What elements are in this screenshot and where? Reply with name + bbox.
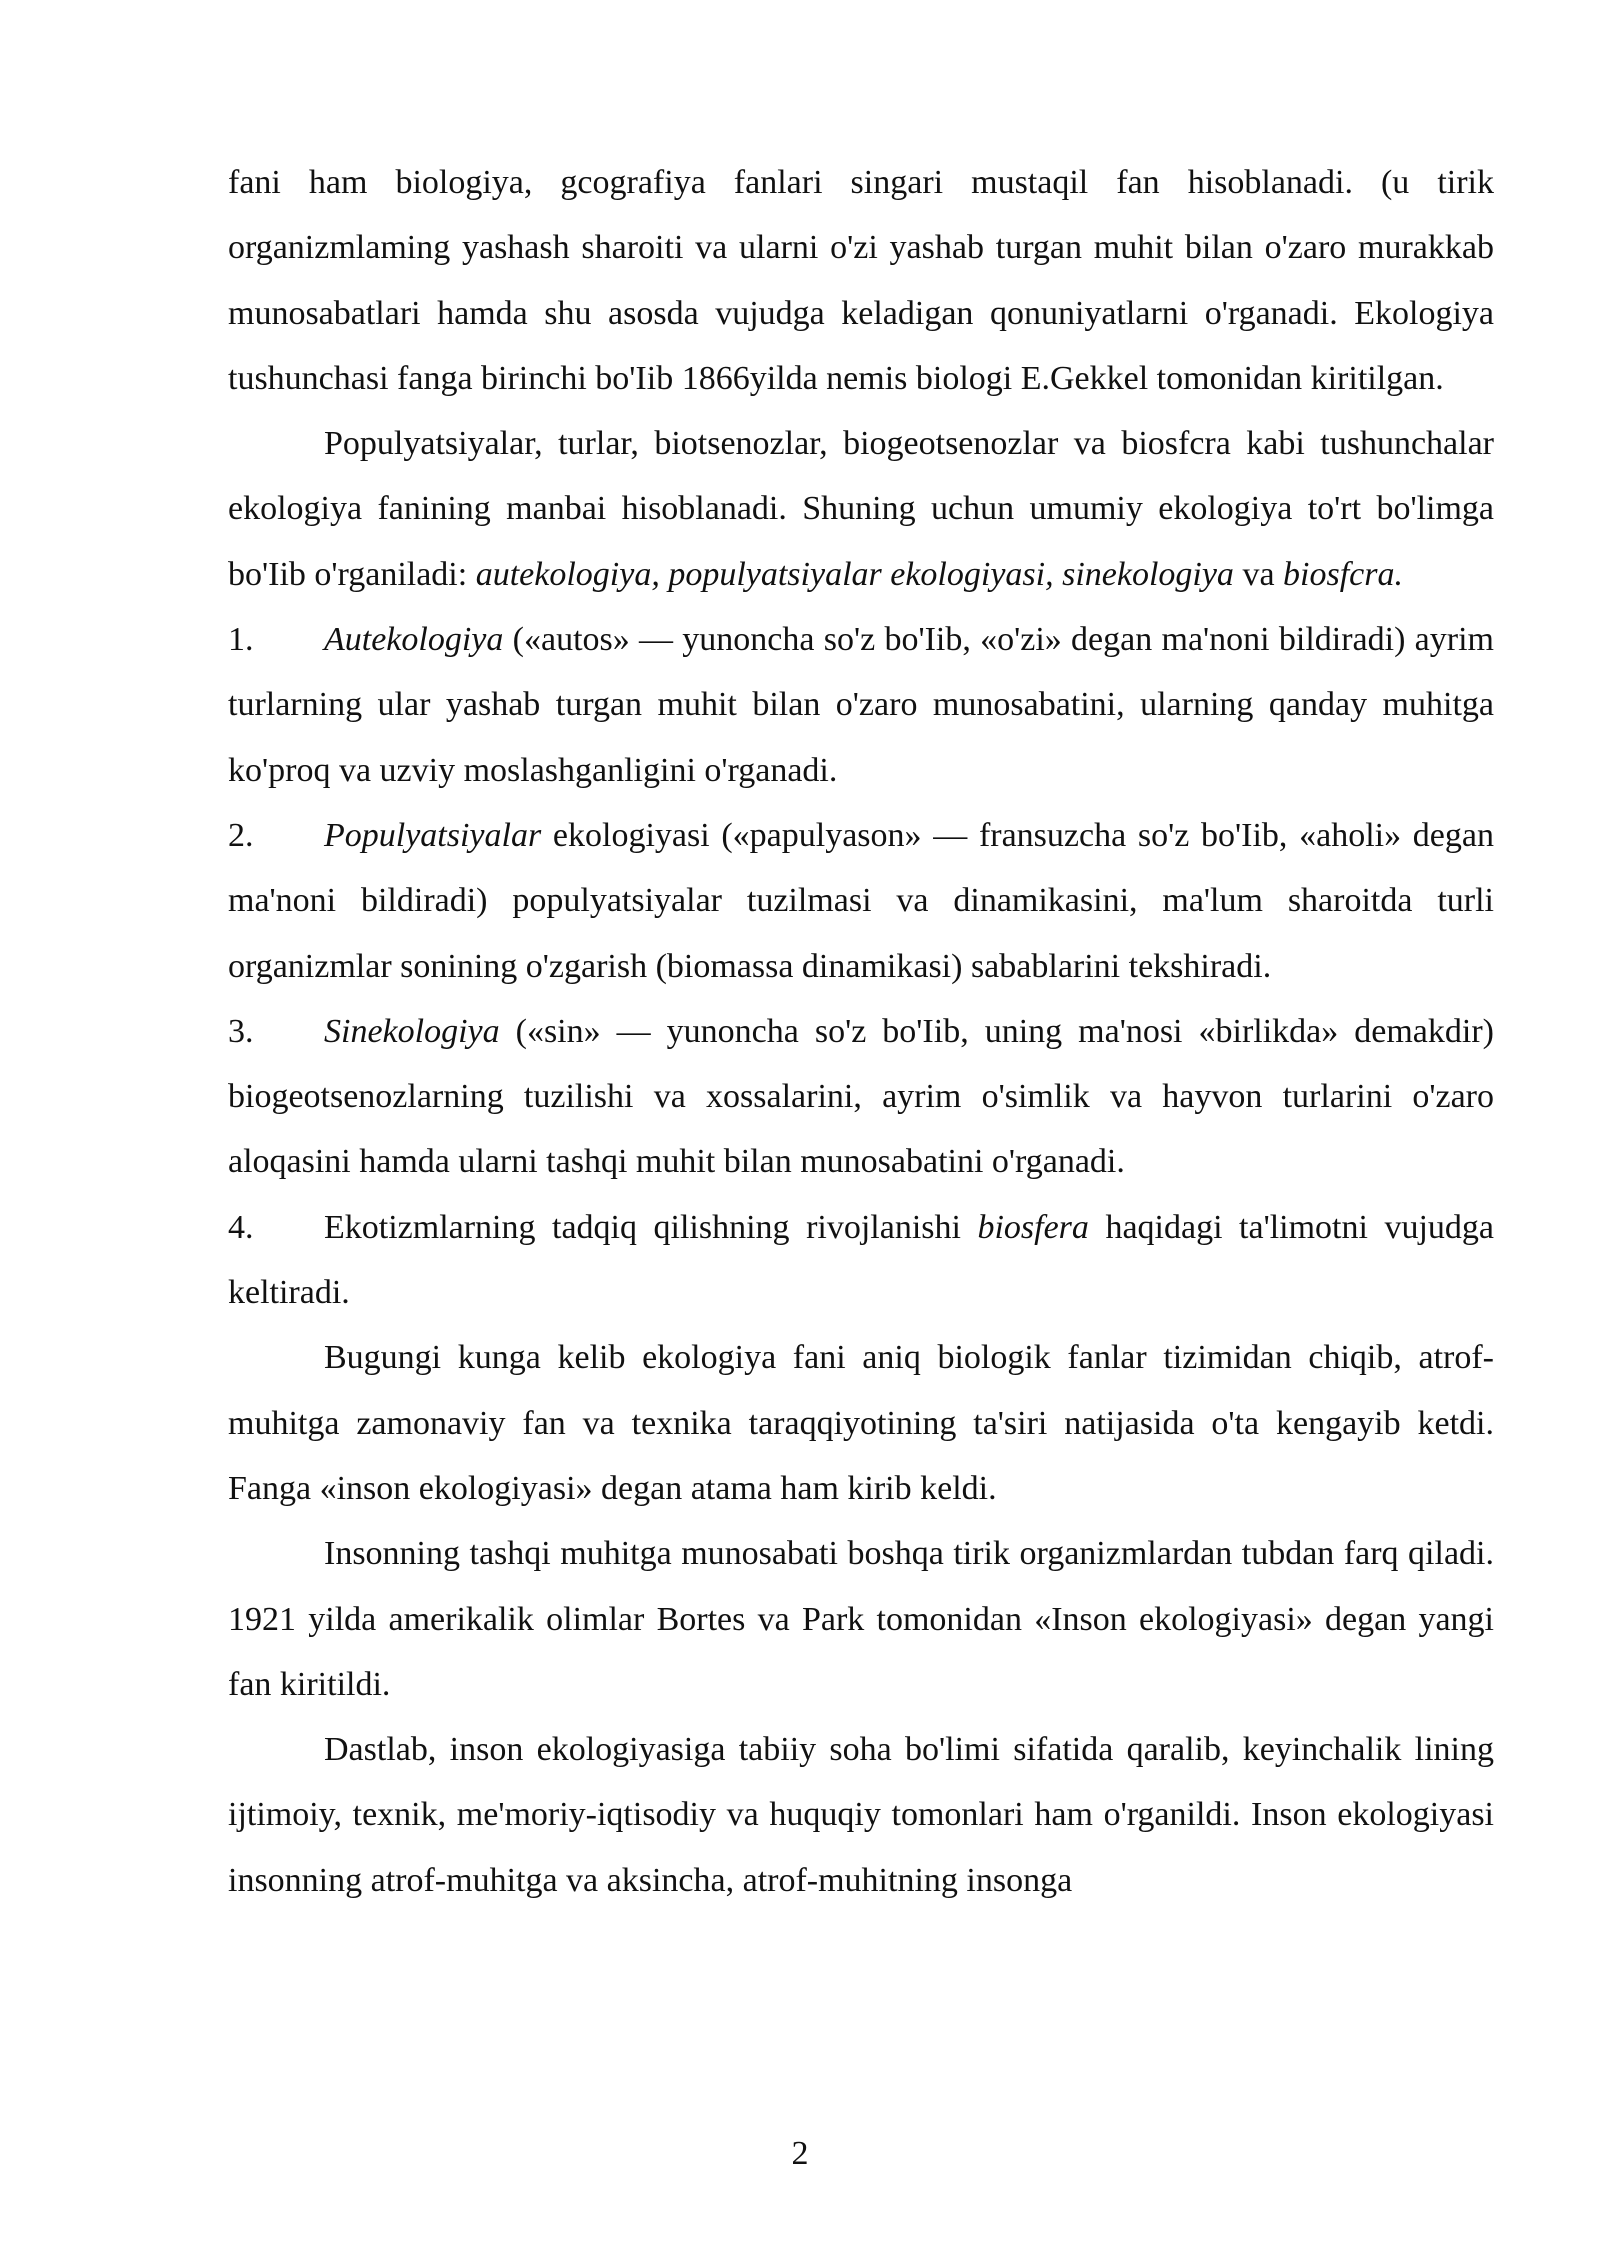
list-item — [228, 999, 1494, 1195]
list-item — [228, 803, 1494, 999]
page-number: 2 — [791, 2135, 809, 2172]
paragraph-2-text: Populyatsiyalar, turlar, biotsenozlar, biogeotsenozlar va biosfcra kabi tushunchalar ekologiya fanining manbai hisoblanadi. Shuning uchun umumiy ekologiya to'rt bo'limga bo'Iib o'rganiladi: — [228, 425, 1494, 593]
paragraph-3: Bugungi kunga kelib ekologiya fani aniq biologik fanlar tizimidan chiqib, atrof-muhitga zamonaviy fan va texnika taraqqiyotining ta'siri natijasida o'ta kengayib ketdi. Fanga «inson ekologiyasi» degan atama ham kirib keldi. — [228, 1339, 1494, 1507]
paragraph-5: Dastlab, inson ekologiyasiga tabiiy soha bo'limi sifatida qaralib, keyinchalik lining ijtimoiy, texnik, me'moriy-iqtisodiy va huquqiy tomonlari ham o'rganildi. Inson ekologiyasi insonning atrof-muhitga va aksincha, atrof-muhitning insonga — [228, 1731, 1494, 1899]
list-text: haqidagi ta'limotni vujudga keltiradi. — [228, 1208, 1494, 1312]
page-body — [228, 150, 1494, 1913]
list-item — [228, 607, 1494, 803]
list-term: Autekologiya — [324, 621, 504, 659]
paragraph-2 — [228, 411, 1494, 607]
list-number: 1. — [228, 621, 254, 659]
list-text: ekologiyasi («papulyason» — fransuzcha so'z bo'Iib, «aholi» degan ma'noni bildiradi) populyatsiyalar tuzilmasi va dinamikasini, ma'lum sharoitda turli organizmlar sonining o'zgarish (biomassa dinamikasi) sabablarini tekshiradi. — [228, 816, 1494, 985]
list-text: («autos» — yunoncha so'z bo'Iib, «o'zi» degan ma'noni bildiradi) ayrim turlarning ular yashab turgan muhit bilan o'zaro munosabatini, ularning qanday muhitga ko'proq va uzviy moslashganligini o'rganadi. — [228, 621, 1494, 789]
paragraph-4: Insonning tashqi muhitga munosabati boshqa tirik organizmlardan tubdan farq qiladi. 1921 yilda amerikalik olimlar Bortes va Park tomonidan «Inson ekologiyasi» degan yangi fan kiritildi. — [228, 1535, 1494, 1703]
list-term: Sinekologiya — [324, 1012, 500, 1050]
list-number: 4. — [228, 1208, 254, 1246]
list-number: 2. — [228, 816, 254, 854]
paragraph-2-italic-terms: autekologiya, populyatsiyalar ekologiyasi, sinekologiya — [475, 555, 1234, 593]
list-text: («sin» — yunoncha so'z bo'Iib, uning ma'nosi «birlikda» demakdir) biogeotsenozlarning tuzilishi va xossalarini, ayrim o'simlik va hayvon turlarini o'zaro aloqasini hamda ularni tashqi muhit bilan munosabatini o'rganadi. — [228, 1012, 1494, 1181]
paragraph-2-italic-biosfera: biosfcra. — [1283, 555, 1403, 593]
list-text-pre: Ekotizmlarning tadqiq qilishning rivojlanishi — [324, 1208, 978, 1246]
list-item — [228, 1195, 1494, 1326]
paragraph-1: fani ham biologiya, gcografiya fanlari singari mustaqil fan hisoblanadi. (u tirik organizmlaming yashash sharoiti va ularni o'zi yashab turgan muhit bilan o'zaro murakkab munosabatlari hamda shu asosda vujudga keladigan qonuniyatlarni o'rganadi. Ekologiya tushunchasi fanga birinchi bo'Iib 1866yilda nemis biologi E.Gekkel tomonidan kiritilgan. — [228, 164, 1494, 397]
list-number: 3. — [228, 1012, 254, 1050]
paragraph-2-conjunction: va — [1233, 555, 1284, 593]
list-term: Populyatsiyalar — [324, 816, 542, 854]
list-term: biosfera — [977, 1208, 1089, 1246]
